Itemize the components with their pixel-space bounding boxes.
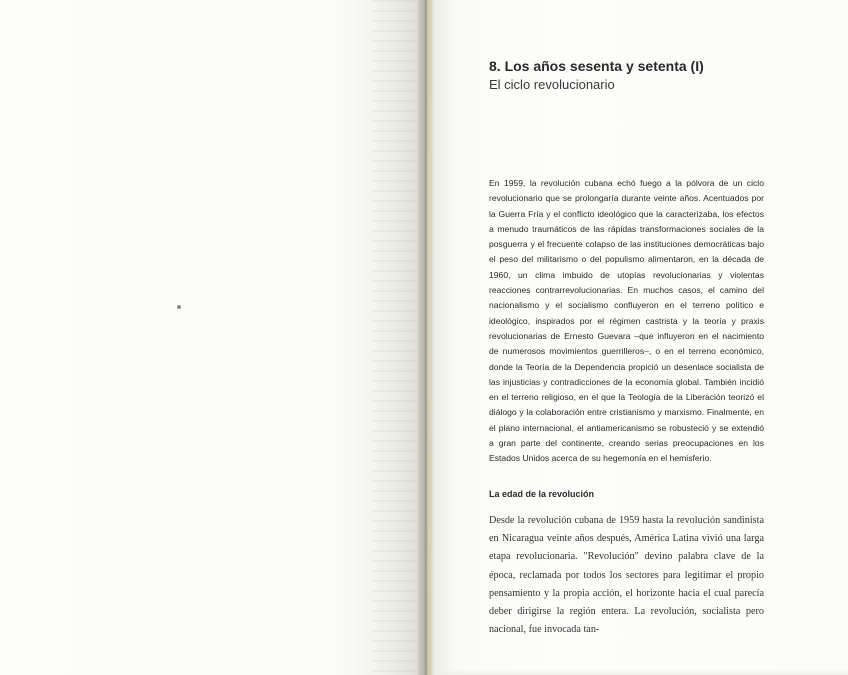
page-speck xyxy=(177,305,181,309)
page-bottom-edge xyxy=(434,669,848,675)
book-gutter xyxy=(418,0,434,675)
intro-paragraph: En 1959, la revolución cubana echó fuego a la pólvora de un ciclo revolucionario que se prolongaría durante veinte años. Acentuados por la Guerra Fría y el conflicto ideológico que la caracterizaba, los efectos a menudo traumáticos de las rápidas transformaciones sociales de la posguerra y el frecuente colapso de las instituciones democráticas bajo el peso del militarismo o del populismo alimentaron, en la década de 1960, un clima imbuido de utopías revolucionarias y violentas reacciones contrarrevolucionarias. En muchos casos, el camino del nacionalismo y el socialismo confluyeron en el terreno político e ideológico, inspirados por el régimen castrista y la teoría y praxis revolucionarias de Ernesto Guevara –que influyeron en el nacimiento de numerosos movimientos guerrilleros–, o en el terreno económico, donde la Teoría de la Dependencia propició un desenlace socialista de las injusticias y contradicciones de la economía global. También incidió en el terreno religioso, en el que la Teología de la Liberación teorizó el diálogo y la colaboración entre cristianismo y marxismo. Finalmente, en el plano internacional, el antiamericanismo se robusteció y se extendió a gran parte del continente, creando serias preocupaciones en los Estados Unidos acerca de su hegemonía en el hemisferio. xyxy=(489,178,764,464)
chapter-subtitle: El ciclo revolucionario xyxy=(489,77,615,92)
section-title: La edad de la revolución xyxy=(489,489,595,499)
chapter-title: 8. Los años sesenta y setenta (I) xyxy=(489,58,704,74)
gutter-ribbon xyxy=(427,0,431,675)
section-body: Desde la revolución cubana de 1959 hasta la revolución sandinista en Nicaragua veinte años después, América Latina vivió una larga etapa revolucionaria. "Revolución" devino palabra clave de la época, reclamada por todos los sectores para legitimar el propio pensamiento y la propia acción, el horizonte hacia el cual parecía deber dirigirse la región entera. La revolución, socialista pero nacional, fue invocada tan- xyxy=(489,515,764,636)
show-through-bleed xyxy=(372,0,418,675)
